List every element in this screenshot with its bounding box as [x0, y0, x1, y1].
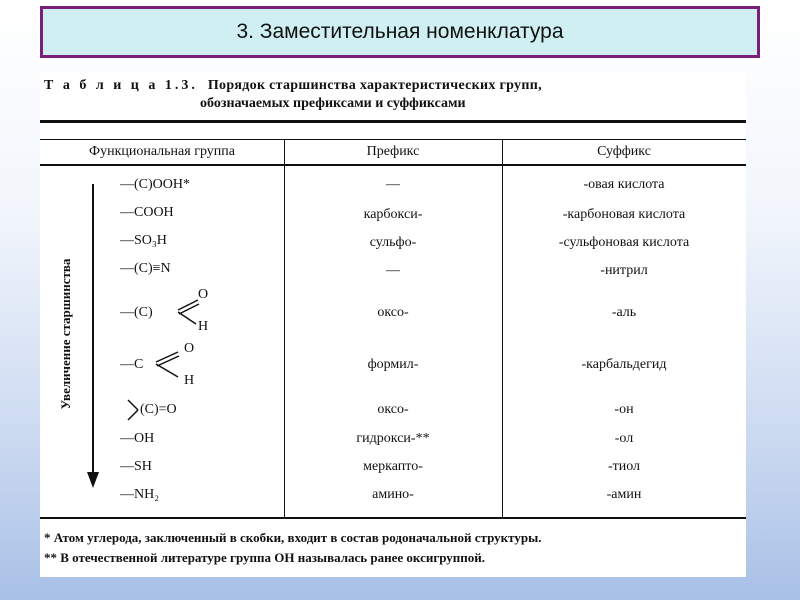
- aldehyde-hydrogen: H: [198, 319, 209, 334]
- prefix-cell: оксо-: [377, 402, 409, 417]
- table-caption-line-2: обозначаемых префиксами и суффиксами: [200, 96, 466, 111]
- prefix-cell: сульфо-: [369, 235, 417, 250]
- suffix-cell: -карбальдегид: [581, 357, 667, 372]
- footnote-2: ** В отечественной литературе группа OH называлась ранее оксигруппой.: [44, 550, 486, 565]
- group-aldehyde-carbon: —(C): [120, 305, 153, 320]
- suffix-cell: -сульфоновая кислота: [558, 235, 690, 250]
- suffix-cell: -тиол: [607, 459, 641, 474]
- table-image: [40, 72, 746, 577]
- column-header-suffix: Суффикс: [597, 144, 651, 159]
- column-header-group: Функциональная группа: [89, 144, 235, 159]
- suffix-cell: -карбоновая кислота: [562, 207, 686, 222]
- seniority-axis-label: Увеличение старшинства: [58, 258, 73, 410]
- suffix-cell: -аль: [611, 305, 637, 320]
- group-formyl-carbon: —C: [120, 357, 144, 372]
- formyl-hydrogen: H: [184, 373, 195, 388]
- group-oh: —OH: [120, 431, 155, 446]
- slide-title: [40, 6, 760, 58]
- suffix-cell: -он: [614, 402, 634, 417]
- prefix-cell: амино-: [372, 487, 414, 502]
- suffix-cell: -ол: [614, 431, 634, 446]
- formyl-oxygen: O: [184, 341, 195, 356]
- prefix-cell: меркапто-: [363, 459, 423, 474]
- suffix-cell: -овая кислота: [583, 177, 665, 192]
- suffix-cell: -нитрил: [600, 263, 648, 278]
- prefix-cell: карбокси-: [363, 207, 423, 222]
- prefix-cell: формил-: [367, 357, 419, 372]
- aldehyde-oxygen: O: [198, 287, 209, 302]
- suffix-cell: -амин: [606, 487, 642, 502]
- group-sh: —SH: [120, 459, 152, 474]
- slide-title-text: 3. Заместительная номенклатура: [236, 20, 564, 43]
- group-ketone: (C)=O: [140, 402, 177, 417]
- group-nh2: —NH₂: [120, 487, 160, 502]
- prefix-cell: —: [386, 263, 400, 278]
- prefix-cell: оксо-: [377, 305, 409, 320]
- group-nitrile: —(C)≡N: [120, 261, 171, 276]
- group-cooh: —COOH: [120, 205, 174, 220]
- table-caption-label: Т а б л и ц а 1.3.: [44, 78, 198, 93]
- footnote-1: * Атом углерода, заключенный в скобки, входит в состав родоначальной структуры.: [44, 530, 542, 545]
- group-so3h: —SO₃H: [120, 233, 167, 248]
- table-caption-title-1: Порядок старшинства характеристических групп,: [207, 78, 542, 93]
- prefix-cell: гидрокси-**: [356, 431, 430, 446]
- group-c-cooh: —(C)OOH*: [120, 177, 190, 192]
- prefix-cell: —: [386, 177, 400, 192]
- column-header-prefix: Префикс: [366, 144, 420, 159]
